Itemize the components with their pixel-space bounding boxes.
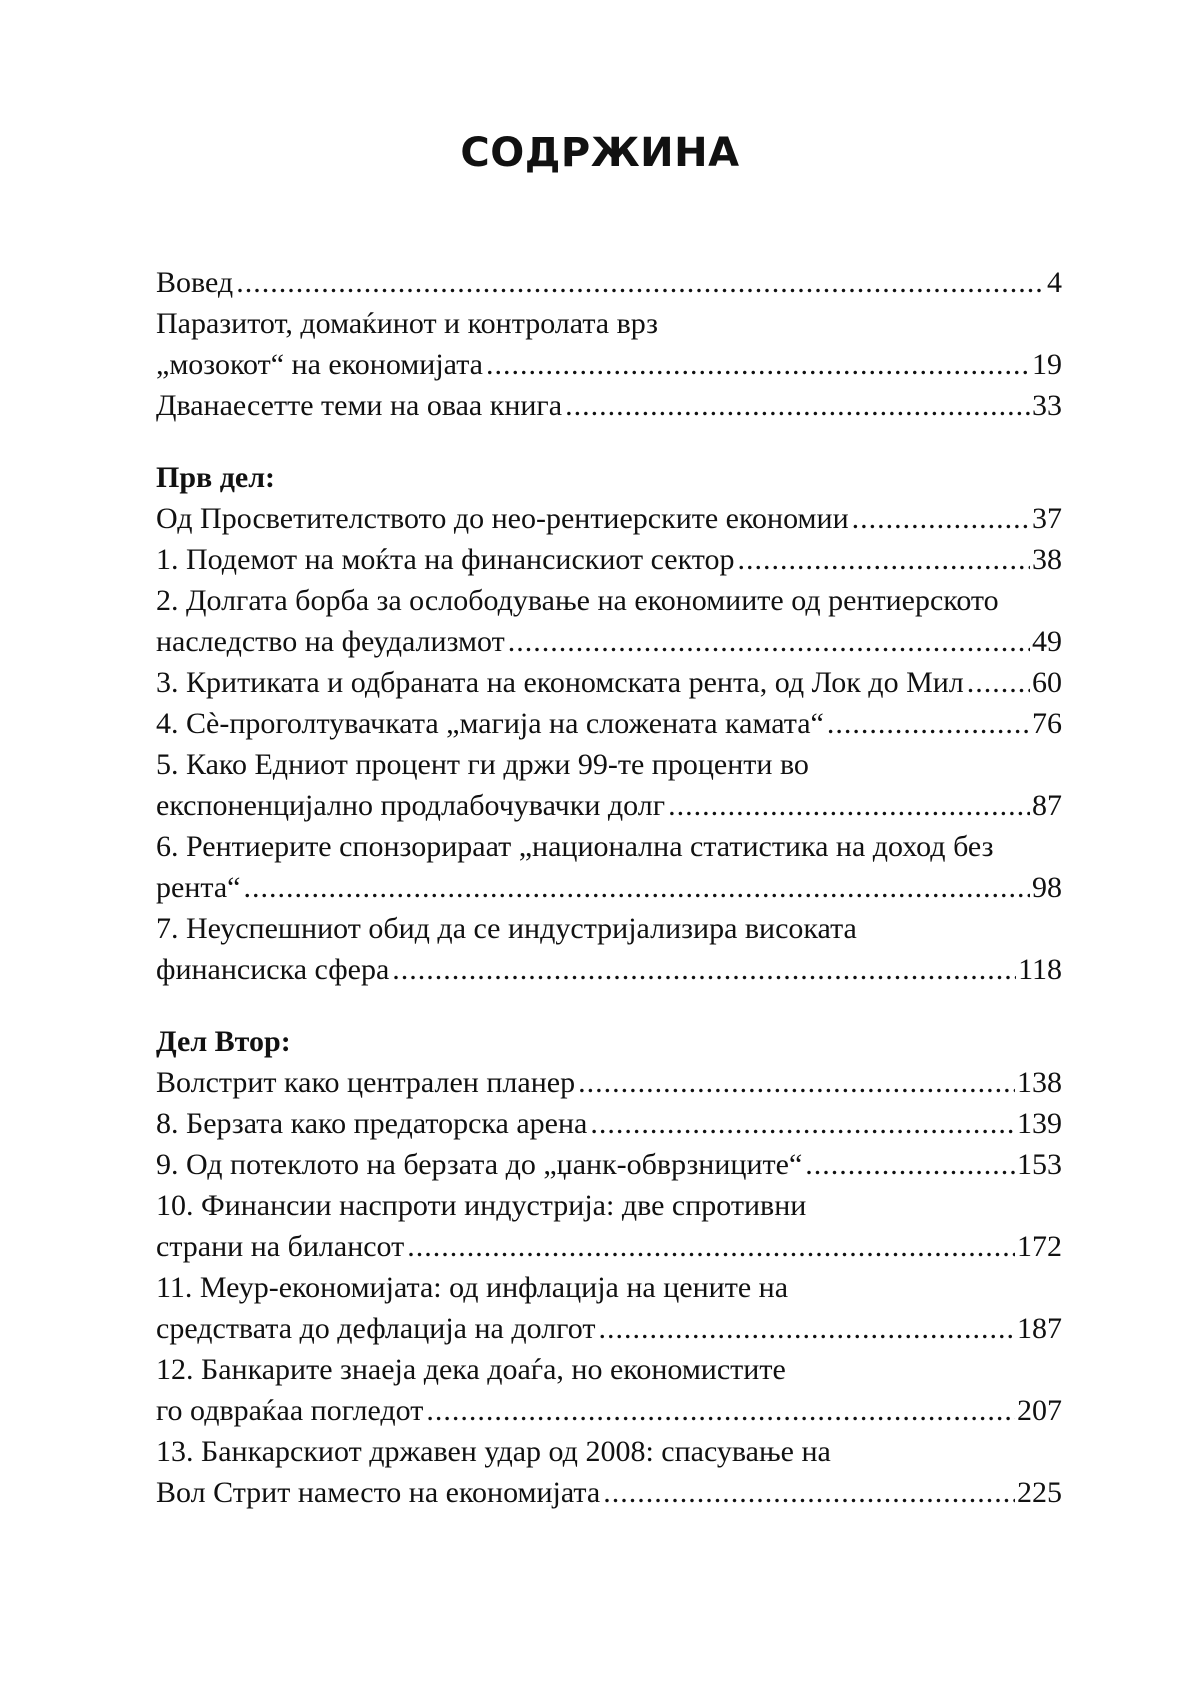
toc-entry-line	[156, 1431, 1062, 1472]
toc-entry-title: 4. Сѐ-проголтувачката „магија на сложената камата“	[156, 707, 824, 740]
toc-entry-line	[156, 744, 1062, 785]
toc-entry[interactable]	[156, 1185, 1062, 1267]
toc-page-number: 98	[1032, 871, 1062, 904]
toc-entry-title: 6. Рентиерите спонзорираат „национална статистика на доход без	[156, 830, 994, 863]
toc-entry-title: 9. Од потеклото на берзата до „џанк-обврзниците“	[156, 1148, 803, 1181]
toc-entry[interactable]	[156, 262, 1062, 303]
toc-page-number: 138	[1017, 1066, 1062, 1099]
toc-entry-line	[156, 498, 1062, 539]
toc-entry-title: 5. Како Едниот процент ги држи 99-те проценти во	[156, 748, 809, 781]
toc-entry-title: 2. Долгата борба за ослободување на економиите од рентиерското	[156, 584, 999, 617]
toc-entry-line	[156, 867, 1062, 908]
toc-entry-line	[156, 949, 1062, 990]
dot-leader	[852, 498, 1030, 539]
toc-entry-line	[156, 539, 1062, 580]
toc-entry-line	[156, 621, 1062, 662]
toc-page-number: 33	[1032, 389, 1062, 422]
page-title: СОДРЖИНА	[460, 130, 740, 176]
toc-entry-title: наследство на феудализмот	[156, 625, 505, 658]
toc-page-number: 4	[1047, 266, 1062, 299]
toc-entry-title: го одвраќаа погледот	[156, 1394, 424, 1427]
toc-entry-line	[156, 1062, 1062, 1103]
toc-entry[interactable]	[156, 1431, 1062, 1513]
dot-leader	[508, 621, 1030, 662]
dot-leader	[426, 1390, 1015, 1431]
dot-leader	[578, 1062, 1015, 1103]
toc-entry-line	[156, 826, 1062, 867]
toc-entry[interactable]	[156, 662, 1062, 703]
toc-entry[interactable]	[156, 385, 1062, 426]
dot-leader	[407, 1226, 1015, 1267]
toc-entry-line	[156, 703, 1062, 744]
toc-page-number: 139	[1017, 1107, 1062, 1140]
toc-entry[interactable]	[156, 1103, 1062, 1144]
dot-leader	[236, 262, 1045, 303]
toc-entry-line	[156, 262, 1062, 303]
toc-entry[interactable]	[156, 580, 1062, 662]
toc-entry-line	[156, 1472, 1062, 1513]
toc-page-number: 225	[1017, 1476, 1062, 1509]
toc-entry-line	[156, 385, 1062, 426]
toc-entry-line	[156, 908, 1062, 949]
toc-entry-title: 11. Меур-економијата: од инфлација на цените на	[156, 1271, 789, 1304]
toc-entry-title: Од Просветителството до нео-рентиерските економии	[156, 502, 849, 535]
dot-leader	[668, 785, 1030, 826]
dot-leader	[243, 867, 1030, 908]
toc-page-number: 207	[1017, 1394, 1062, 1427]
toc-intro-section	[156, 262, 1062, 426]
toc-entry-line	[156, 303, 1062, 344]
dot-leader	[598, 1308, 1015, 1349]
part-heading: Дел Втор:	[156, 1025, 291, 1058]
dot-leader	[565, 385, 1030, 426]
toc-entry-title: Дванаесетте теми на оваа книга	[156, 389, 563, 422]
toc-part2-section	[156, 1062, 1062, 1513]
toc-entry-line	[156, 1144, 1062, 1185]
toc-page-number: 153	[1017, 1148, 1062, 1181]
toc-entry-title: експоненцијално продлабочувачки долг	[156, 789, 666, 822]
toc-part1-section	[156, 498, 1062, 990]
toc-entry-title: 3. Критиката и одбраната на економската рента, од Лок до Мил	[156, 666, 964, 699]
dot-leader	[827, 703, 1030, 744]
toc-entry[interactable]	[156, 908, 1062, 990]
dot-leader	[805, 1144, 1015, 1185]
toc-entry-title: рента“	[156, 871, 241, 904]
section-gap	[156, 426, 1062, 457]
toc-entry-title: Паразитот, домаќинот и контролата врз	[156, 307, 658, 340]
toc-entry-line	[156, 1390, 1062, 1431]
toc-entry[interactable]	[156, 1349, 1062, 1431]
toc-entry-title: средствата до дефлација на долгот	[156, 1312, 596, 1345]
toc-page-number: 60	[1032, 666, 1062, 699]
toc-entry-line	[156, 785, 1062, 826]
toc-entry-line	[156, 344, 1062, 385]
toc-page-number: 118	[1018, 953, 1062, 986]
toc-entry-title: страни на билансот	[156, 1230, 405, 1263]
dot-leader	[603, 1472, 1015, 1513]
toc-entry-title: Волстрит како централен планер	[156, 1066, 576, 1099]
toc-entry-title: 8. Берзата како предаторска арена	[156, 1107, 588, 1140]
toc-entry-line	[156, 1267, 1062, 1308]
toc-entry-title: 12. Банкарите знаеја дека доаѓа, но економистите	[156, 1353, 786, 1386]
toc-entry-line	[156, 1185, 1062, 1226]
toc-entry-title: 13. Банкарскиот државен удар од 2008: спасување на	[156, 1435, 831, 1468]
toc-entry-line	[156, 1226, 1062, 1267]
toc-entry-title: 10. Финансии наспроти индустрија: две спротивни	[156, 1189, 807, 1222]
dot-leader	[590, 1103, 1015, 1144]
toc-page-number: 87	[1032, 789, 1062, 822]
toc-entry-line	[156, 1308, 1062, 1349]
toc-page-number: 172	[1017, 1230, 1062, 1263]
toc-entry-line	[156, 662, 1062, 703]
toc-page-number: 187	[1017, 1312, 1062, 1345]
toc-entry[interactable]	[156, 1062, 1062, 1103]
toc-page-number: 37	[1032, 502, 1062, 535]
dot-leader	[967, 662, 1030, 703]
table-of-contents	[156, 262, 1062, 1513]
part-heading: Прв дел:	[156, 461, 276, 494]
toc-entry[interactable]	[156, 1144, 1062, 1185]
toc-entry-title: 7. Неуспешниот обид да се индустријализира високата	[156, 912, 857, 945]
dot-leader	[392, 949, 1016, 990]
dot-leader	[738, 539, 1030, 580]
toc-entry-line	[156, 580, 1062, 621]
toc-entry-title: финансиска сфера	[156, 953, 390, 986]
dot-leader	[486, 344, 1030, 385]
toc-entry[interactable]	[156, 498, 1062, 539]
toc-entry[interactable]	[156, 1267, 1062, 1349]
toc-entry[interactable]	[156, 303, 1062, 385]
toc-entry-title: 1. Подемот на моќта на финансискиот сектор	[156, 543, 735, 576]
toc-entry[interactable]	[156, 539, 1062, 580]
toc-entry-line	[156, 1103, 1062, 1144]
toc-page-number: 19	[1032, 348, 1062, 381]
toc-entry-line	[156, 1349, 1062, 1390]
toc-entry-title: „мозокот“ на економијата	[156, 348, 483, 381]
toc-entry-title: Вол Стрит наместо на економијата	[156, 1476, 601, 1509]
section-gap	[156, 990, 1062, 1021]
toc-entry[interactable]	[156, 744, 1062, 826]
toc-page-number: 76	[1032, 707, 1062, 740]
toc-entry-title: Вовед	[156, 266, 234, 299]
toc-entry[interactable]	[156, 826, 1062, 908]
toc-page-number: 49	[1032, 625, 1062, 658]
toc-page-number: 38	[1032, 543, 1062, 576]
toc-entry[interactable]	[156, 703, 1062, 744]
